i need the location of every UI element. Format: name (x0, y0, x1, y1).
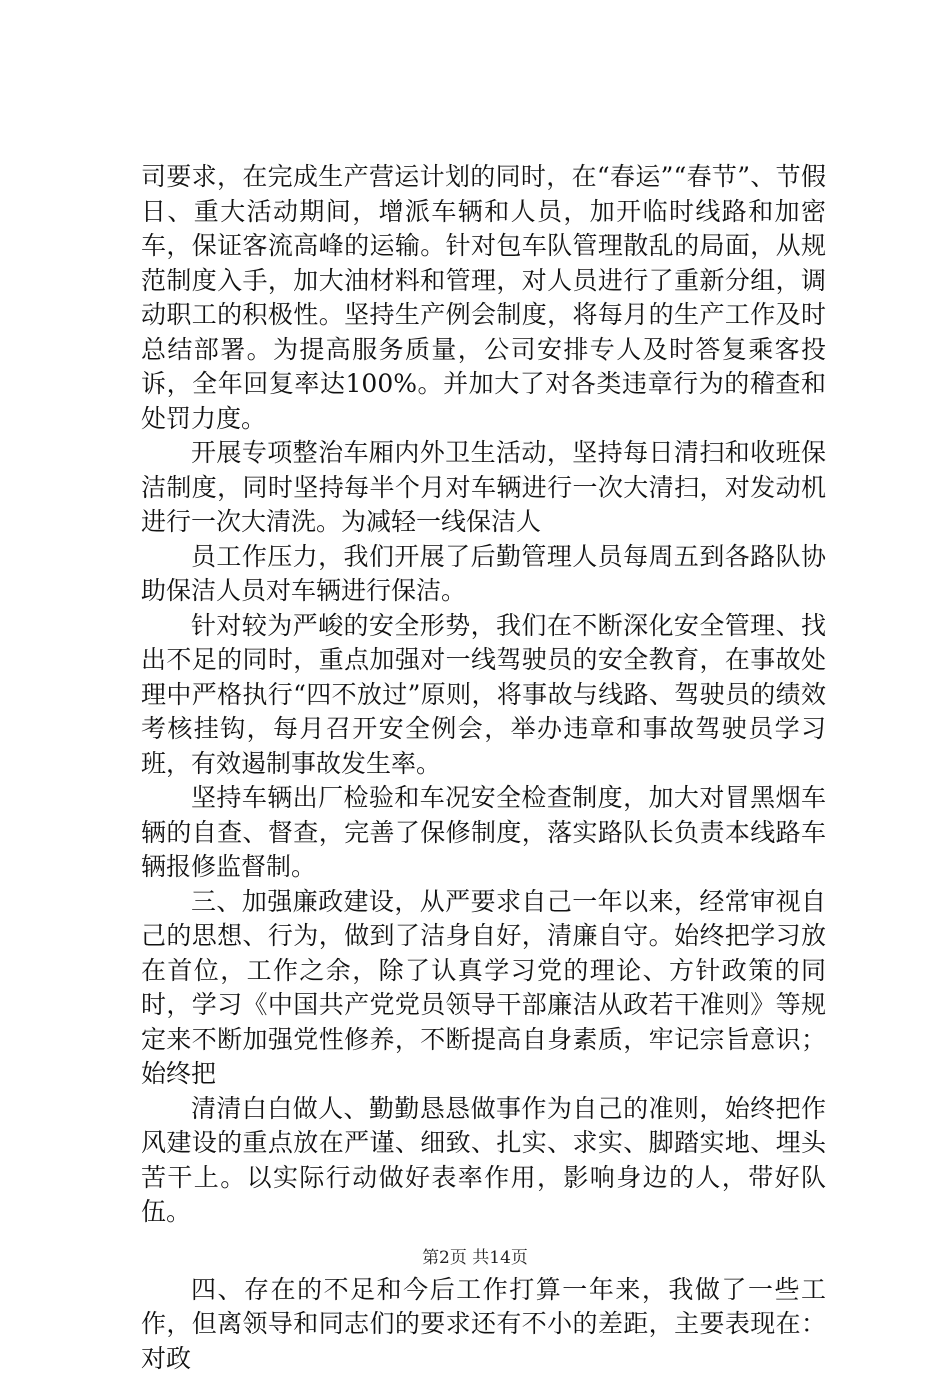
paragraph-2: 开展专项整治车厢内外卫生活动，坚持每日清扫和收班保洁制度，同时坚持每半个月对车辆进行一次大清扫，对发动机进行一次大清洗。为减轻一线保洁人 (141, 436, 826, 540)
paragraph-5: 坚持车辆出厂检验和车况安全检查制度，加大对冒黑烟车辆的自查、督查，完善了保修制度，落实路队长负责本线路车辆报修监督制。 (141, 781, 826, 885)
paragraph-4: 针对较为严峻的安全形势，我们在不断深化安全管理、找出不足的同时，重点加强对一线驾驶员的安全教育，在事故处理中严格执行“四不放过”原则，将事故与线路、驾驶员的绩效考核挂钩，每月召开安全例会，举办违章和事故驾驶员学习班，有效遏制事故发生率。 (141, 609, 826, 782)
paragraph-6: 三、加强廉政建设，从严要求自己一年以来，经常审视自己的思想、行为，做到了洁身自好，清廉自守。始终把学习放在首位，工作之余，除了认真学习党的理论、方针政策的同时，学习《中国共产党党员领导干部廉洁从政若干准则》等规定来不断加强党性修养，不断提高自身素质，牢记宗旨意识；始终把 (141, 885, 826, 1092)
paragraph-8: 四、存在的不足和今后工作打算一年来，我做了一些工作，但离领导和同志们的要求还有不小的差距，主要表现在：对政 (141, 1273, 826, 1376)
page-footer: 第2页 共14页 (0, 1243, 950, 1268)
document-body (141, 160, 826, 1376)
paragraph-1: 司要求，在完成生产营运计划的同时，在“春运”“春节”、节假日、重大活动期间，增派车辆和人员，加开临时线路和加密车，保证客流高峰的运输。针对包车队管理散乱的局面，从规范制度入手，加大油材料和管理，对人员进行了重新分组，调动职工的积极性。坚持生产例会制度，将每月的生产工作及时总结部署。为提高服务质量，公司安排专人及时答复乘客投诉，全年回复率达100%。并加大了对各类违章行为的稽查和处罚力度。 (141, 160, 826, 436)
paragraph-3: 员工作压力，我们开展了后勤管理人员每周五到各路队协助保洁人员对车辆进行保洁。 (141, 540, 826, 609)
paragraph-7: 清清白白做人、勤勤恳恳做事作为自己的准则，始终把作风建设的重点放在严谨、细致、扎实、求实、脚踏实地、埋头苦干上。以实际行动做好表率作用，影响身边的人，带好队伍。 (141, 1092, 826, 1230)
